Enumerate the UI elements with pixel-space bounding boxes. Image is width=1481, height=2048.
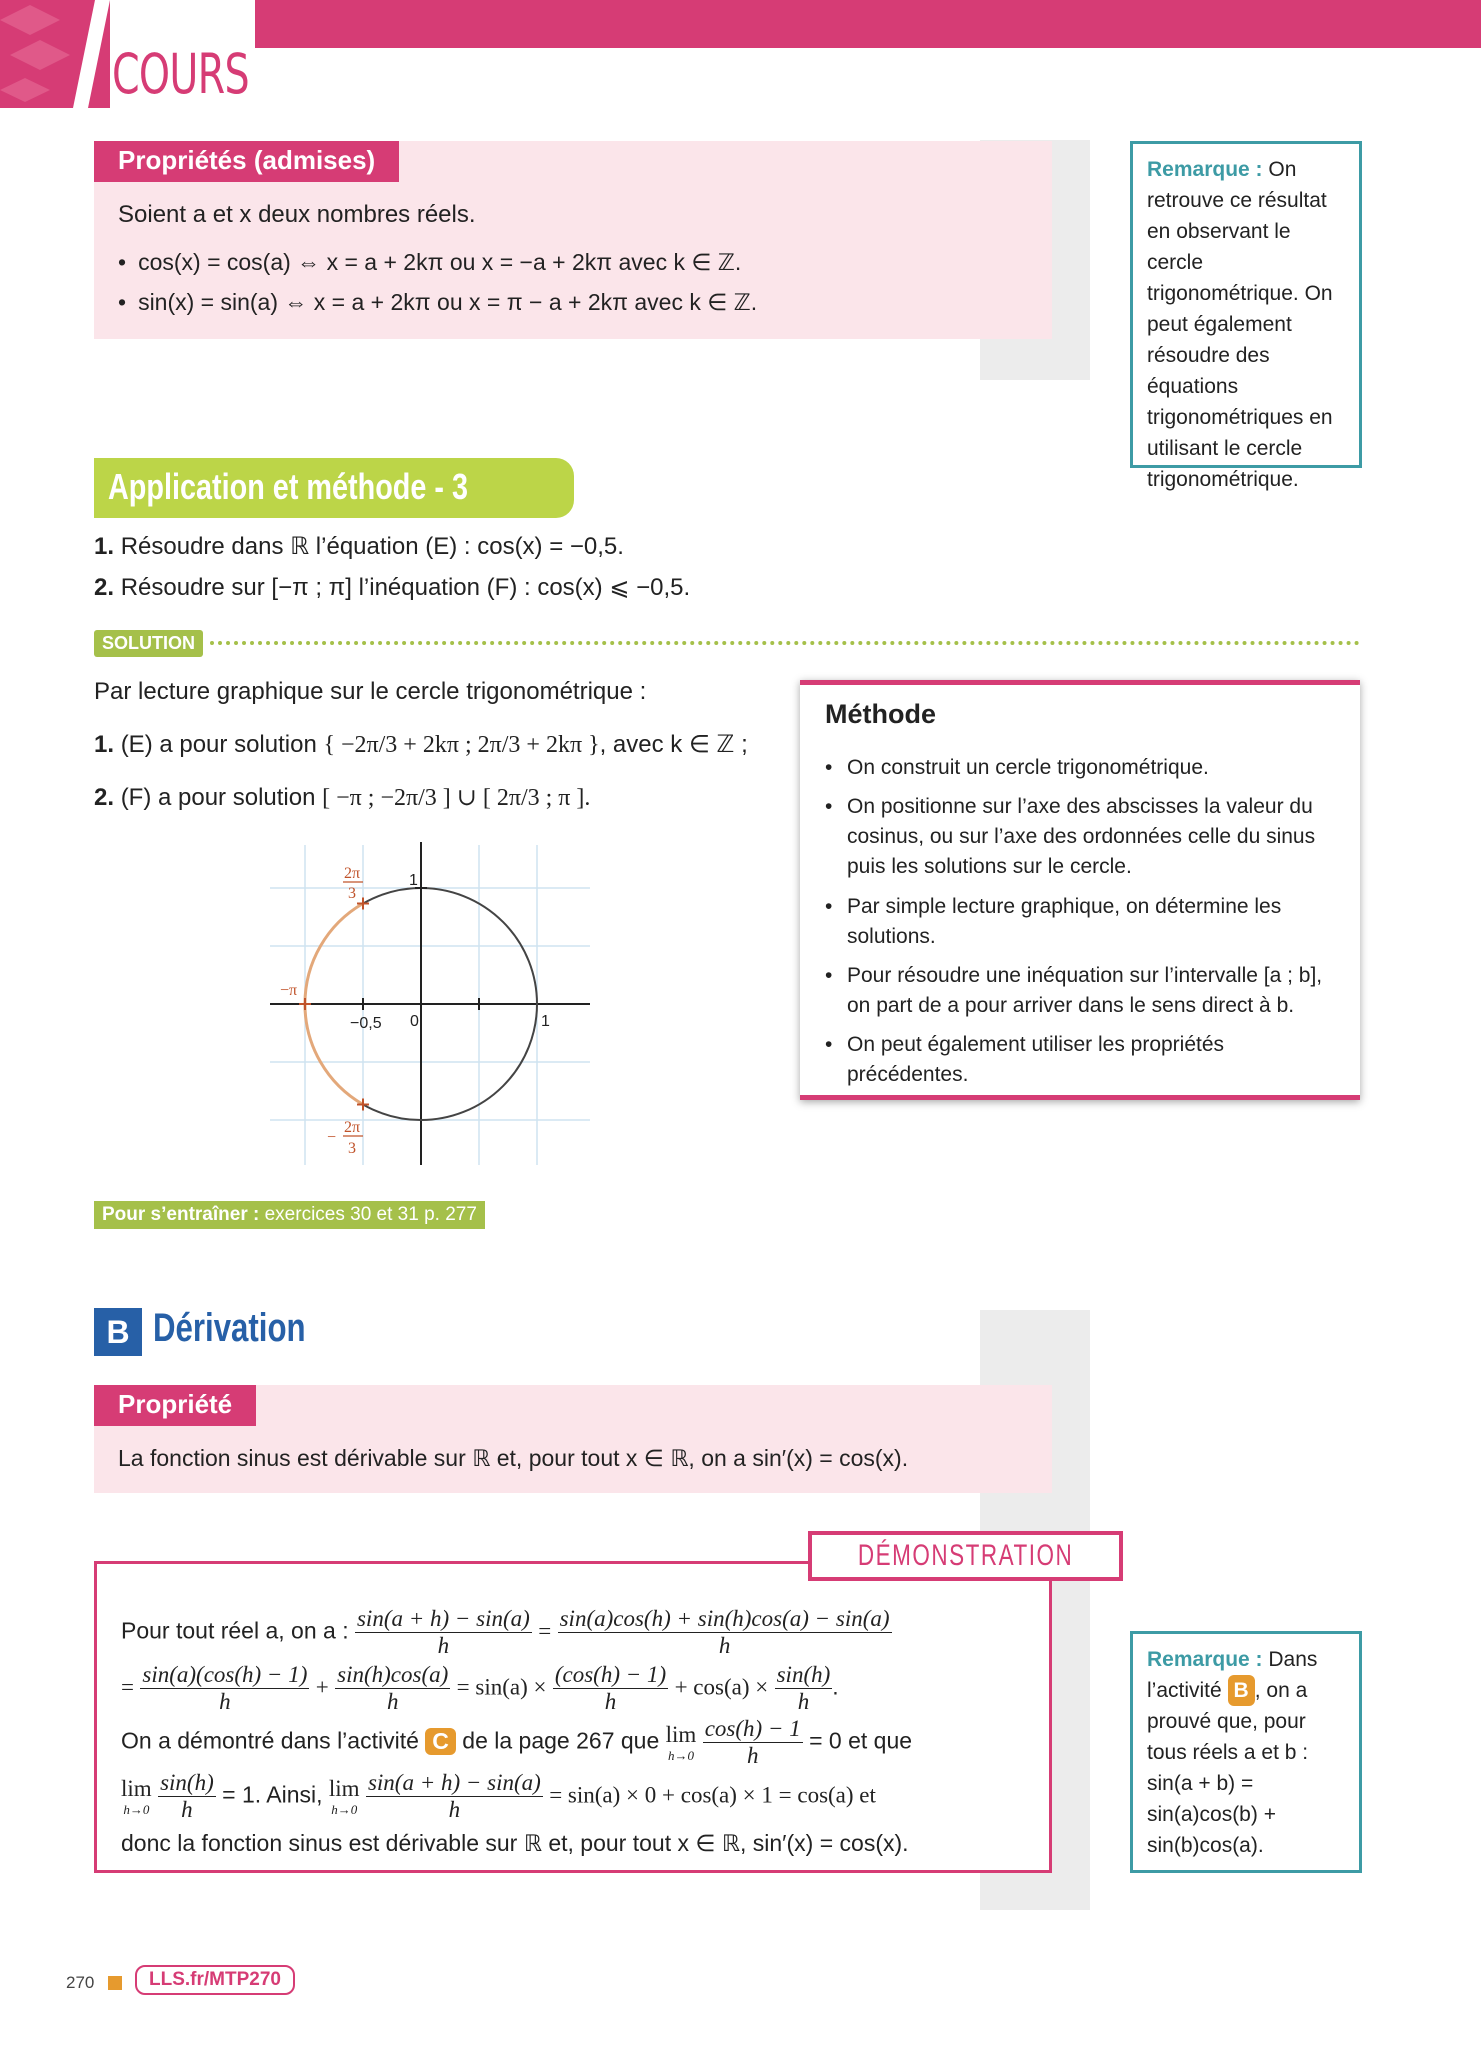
label-top-den: 3: [348, 885, 356, 902]
label-minus-pi: −π: [280, 982, 298, 999]
property-title: Propriété: [94, 1385, 256, 1426]
method-item: • Pour résoudre une inéquation sur l’intervalle [a ; b], on part de a pour arriver dans le sens direct à b.: [825, 961, 1337, 1021]
property-cos: • cos(x) = cos(a) ⇔ x = a + 2kπ ou x = −a + 2kπ avec k ∈ ℤ.: [118, 249, 741, 276]
label-bot-sign: −: [327, 1129, 337, 1146]
section-heading: COURS: [112, 42, 249, 106]
solution-divider: [210, 641, 1360, 645]
trig-circle-figure: [265, 840, 595, 1170]
demo-line-2: = $\frac{\sin(a)(\cos(h) - 1)}{h}$ + $\frac{\sin(h)\cos(a)}{h}$ = sin(a) × $\frac{(\cos(h) - 1)}{h}$ + cos(a) × $\frac{\sin(h)}{h}$ .: [121, 1662, 839, 1714]
demo-line-1: Pour tout réel a, on a : $\frac{\sin(a + h) - \sin(a)}{h}$ = $\frac{\sin(a)\cos(h) + \sin(h)\cos(a) - \sin(a)}{h}$: [121, 1606, 890, 1658]
solution-2: 2. (F) a pour solution [ −π ; −2π/3 ] ∪ [ 2π/3 ; π ].: [94, 784, 591, 811]
training-banner[interactable]: [94, 1201, 485, 1229]
remark-label: Remarque :: [1147, 158, 1263, 181]
label-one-y: 1: [409, 872, 418, 889]
method-box: [800, 680, 1360, 1100]
demo-line-3: On a démontré dans l’activité C de la page 267 que lim h→0 $\frac{\cos(h) - 1}{h}$ = 0 et que: [121, 1716, 913, 1768]
label-top-num: 2π: [344, 865, 361, 882]
question-1: 1. Résoudre dans ℝ l’équation (E) : cos(x) = −0,5.: [94, 533, 624, 560]
method-title: Méthode: [825, 699, 936, 729]
page-number: 270: [66, 1973, 95, 1992]
properties-intro: Soient a et x deux nombres réels.: [118, 201, 476, 228]
properties-title: Propriétés (admises): [94, 141, 399, 182]
method-item: • Par simple lecture graphique, on détermine les solutions.: [825, 892, 1337, 952]
label-half: −0,5: [350, 1015, 382, 1032]
property-box: [94, 1385, 1052, 1493]
method-item: • On positionne sur l’axe des abscisses la valeur du cosinus, ou sur l’axe des ordonnées celle du sinus puis les solutions sur le cercle.: [825, 792, 1337, 882]
method-item: • On peut également utiliser les propriétés précédentes.: [825, 1030, 1337, 1090]
section-letter: B: [94, 1308, 142, 1356]
label-one-x: 1: [541, 1013, 550, 1030]
application-title: Application et méthode - 3: [94, 458, 574, 518]
question-2: 2. Résoudre sur [−π ; π] l’inéquation (F) : cos(x) ⩽ −0,5.: [94, 574, 691, 601]
label-zero: 0: [410, 1013, 419, 1030]
method-item: • On construit un cercle trigonométrique.: [825, 753, 1337, 783]
remark-box-2: Remarque : Dans l’activité B , on a prouvé que, pour tous réels a et b : sin(a + b) = sin(a)cos(b) + sin(b)cos(a).: [1130, 1631, 1362, 1873]
demonstration-box: [94, 1561, 1052, 1873]
solution-tag: SOLUTION: [94, 630, 203, 657]
property-text: La fonction sinus est dérivable sur ℝ et, pour tout x ∈ ℝ, on a sin′(x) = cos(x).: [118, 1445, 909, 1471]
demo-line-4: lim h→0 $\frac{\sin(h)}{h}$ = 1. Ainsi, lim h→0 $\frac{\sin(a + h) - \sin(a)}{h}$ = sin(a) × 0 + cos(a) × 1 = cos(a) et: [121, 1770, 876, 1822]
section-title: Dérivation: [153, 1306, 306, 1350]
solution-1: 1. (E) a pour solution { −2π/3 + 2kπ ; 2π/3 + 2kπ }, avec k ∈ ℤ ;: [94, 731, 748, 758]
header-bar: [255, 0, 1481, 48]
label-bot-num: 2π: [344, 1119, 361, 1136]
properties-box: [94, 141, 1052, 339]
remark-label: Remarque :: [1147, 1648, 1263, 1671]
activity-badge[interactable]: B: [1228, 1675, 1255, 1706]
remark-box: [1130, 141, 1362, 491]
activity-badge[interactable]: C: [425, 1728, 456, 1755]
training-label: Pour s’entraîner :: [102, 1204, 260, 1225]
remark-text: On retrouve ce résultat en observant le cercle trigonométrique. On peut également résoudre des équations trigonométriques en utilisant le cercle trigonométrique.: [1147, 158, 1333, 491]
demo-conclusion: donc la fonction sinus est dérivable sur ℝ et, pour tout x ∈ ℝ, sin′(x) = cos(x).: [121, 1830, 909, 1856]
solution-intro: Par lecture graphique sur le cercle trigonométrique :: [94, 678, 647, 705]
training-text: exercices 30 et 31 p. 277: [264, 1204, 477, 1225]
footer-link[interactable]: LLS.fr/MTP270: [135, 1965, 295, 1995]
corner-pattern-icon: [0, 0, 110, 108]
footer-square-icon: [108, 1976, 122, 1990]
property-sin: • sin(x) = sin(a) ⇔ x = a + 2kπ ou x = π − a + 2kπ avec k ∈ ℤ.: [118, 289, 757, 316]
demonstration-label: DÉMONSTRATION: [808, 1531, 1123, 1581]
label-bot-den: 3: [348, 1140, 356, 1157]
